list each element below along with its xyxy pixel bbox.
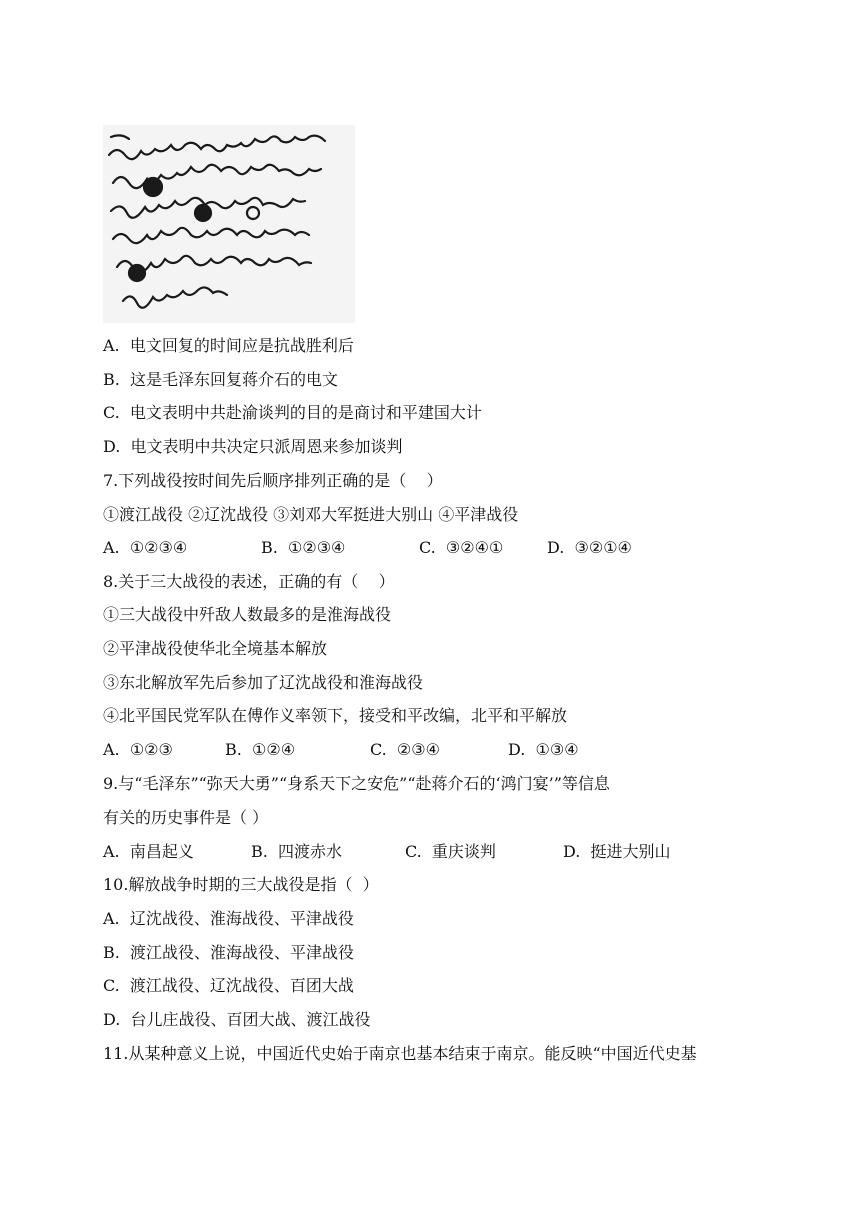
q11-stem-line1: 11.从某种意义上说，中国近代史始于南京也基本结束于南京。能反映“中国近代史基	[103, 1044, 697, 1063]
q7-items: ①渡江战役 ②辽沈战役 ③刘邓大军挺进大别山 ④平津战役	[103, 505, 519, 524]
q10-option-d: D. 台儿庄战役、百团大战、渡江战役	[103, 1010, 371, 1029]
q10-option-b: B. 渡江战役、淮海战役、平津战役	[103, 943, 355, 962]
q8-item-2: ②平津战役使华北全境基本解放	[103, 639, 328, 658]
q7-options	[103, 538, 632, 558]
q9-options	[103, 842, 671, 862]
q8-options	[103, 740, 579, 760]
q10-option-c: C. 渡江战役、辽沈战役、百团大战	[103, 976, 354, 995]
q9-option-b: B. 四渡赤水	[251, 842, 343, 861]
q6-option-d: D. 电文表明中共决定只派周恩来参加谈判	[103, 437, 403, 456]
q6-option-c: C. 电文表明中共赴渝谈判的目的是商讨和平建国大计	[103, 403, 482, 422]
q6-option-b: B. 这是毛泽东回复蒋介石的电文	[103, 370, 339, 389]
q7-option-b: B. ①②③④	[261, 538, 346, 557]
q8-option-b: B. ①②④	[225, 740, 296, 759]
q9-option-a: A. 南昌起义	[103, 842, 194, 861]
q9-stem-line1: 9.与“毛泽东”“弥天大勇”“身系天下之安危”“赴蒋介石的‘鸿门宴’”等信息	[103, 774, 610, 793]
q8-option-a: A. ①②③	[103, 740, 173, 759]
q7-option-a: A. ①②③④	[103, 538, 188, 557]
q10-option-a: A. 辽沈战役、淮海战役、平津战役	[103, 909, 354, 928]
q8-item-3: ③东北解放军先后参加了辽沈战役和淮海战役	[103, 673, 424, 692]
q9-option-d: D. 挺进大别山	[563, 842, 671, 861]
q8-item-1: ①三大战役中歼敌人数最多的是淮海战役	[103, 605, 392, 624]
q7-option-d: D. ③②①④	[547, 538, 632, 557]
q10-stem: 10.解放战争时期的三大战役是指（ ）	[103, 875, 379, 894]
q9-stem-line2: 有关的历史事件是（ ）	[103, 808, 269, 827]
q8-stem: 8.关于三大战役的表述，正确的有（ ）	[103, 572, 395, 591]
q8-item-4: ④北平国民党军队在傅作义率领下，接受和平改编，北平和平解放	[103, 706, 568, 725]
q7-option-c: C. ③②④①	[419, 538, 504, 557]
q8-option-d: D. ①③④	[508, 740, 579, 759]
q9-option-c: C. 重庆谈判	[405, 842, 496, 861]
q6-option-a: A. 电文回复的时间应是抗战胜利后	[103, 336, 354, 355]
telegram-image	[103, 125, 355, 323]
q7-stem: 7.下列战役按时间先后顺序排列正确的是（ ）	[103, 471, 443, 490]
q8-option-c: C. ②③④	[370, 740, 440, 759]
